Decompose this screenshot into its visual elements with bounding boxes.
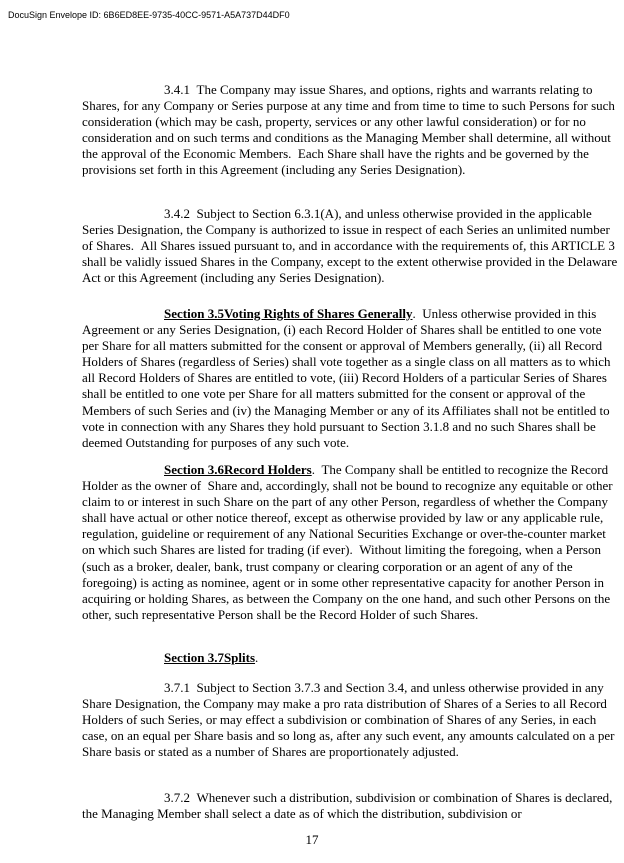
section-3-6-number: Section 3.6 — [164, 462, 224, 477]
page-number: 17 — [305, 832, 319, 847]
section-3-5-text: . Unless otherwise provided in this Agreement or any Series Designation, (i) each Record Holder of Shares shall be entitled to one vote per Share for all matters submitted for the consent or approval of Members generally, (ii) all Record Holders of Shares (regardless of Series) shall vote together as a single class on all matters as to which all Record Holders of Shares are entitled to vote, (iii) Record Holders of a particular Series of Shares shall be entitled to one vote per Share for all matters submitted for the consent or approval of the Members of such Series and (iv) the Managing Member or any of its Affiliates shall not be entitled to vote in connection with any Shares they hold pursuant to Section 3.1.8 and no such Shares shall be deemed Outstanding for purposes of any such vote. — [82, 306, 611, 450]
paragraph-3-4-2: 3.4.2 Subject to Section 6.3.1(A), and unless otherwise provided in the applicable Series Designation, the Company is authorized to issue in respect of each Series an unlimited number of Shares. All Shares issued pursuant to, and in accordance with the requirements of, this ARTICLE 3 shall be validly issued Shares in the Company, except to the extent otherwise provided in the Delaware Act or this Agreement (including any Series Designation). — [82, 206, 618, 286]
section-3-6-title: Record Holders — [223, 462, 312, 477]
section-3-5-number: Section 3.5 — [164, 306, 224, 321]
section-3-7-number: Section 3.7 — [164, 650, 224, 665]
paragraph-3-7-2: 3.7.2 Whenever such a distribution, subdivision or combination of Shares is declared, the Managing Member shall select a date as of which the distribution, subdivision or — [82, 790, 613, 822]
paragraph-3-4-1: 3.4.1 The Company may issue Shares, and options, rights and warrants relating to Shares, for any Company or Series purpose at any time and from time to time to such Persons for such consideration (which may be cash, property, services or any other lawful consideration) or for no consideration and on such terms and conditions as the Managing Member shall determine, all without the approval of the Economic Members. Each Share shall have the rights and be governed by the provisions set forth in this Agreement (including any Series Designation). — [82, 82, 615, 178]
docusign-envelope-id: DocuSign Envelope ID: 6B6ED8EE-9735-40CC-9571-A5A737D44DF0 — [8, 10, 290, 20]
section-3-7-heading — [82, 650, 620, 666]
section-3-7-title: Splits — [223, 650, 256, 665]
section-3-7-period: . — [255, 650, 259, 665]
section-3-5-title: Voting Rights of Shares Generally — [223, 306, 413, 321]
section-3-6 — [82, 462, 620, 623]
paragraph-3-7-1: 3.7.1 Subject to Section 3.7.3 and Section 3.4, and unless otherwise provided in any Share Designation, the Company may make a pro rata distribution of Shares of a Series to all Record Holders of such Series, or may effect a subdivision or combination of Shares of any Series, in each case, on an equal per Share basis and so long as, after any such event, any amounts calculated on a per Share basis or stated as a number of Shares are proportionately adjusted. — [82, 680, 615, 760]
section-3-5 — [82, 306, 620, 451]
section-3-6-text: . The Company shall be entitled to recognize the Record Holder as the owner of Share and, accordingly, shall not be bound to recognize any equitable or other claim to or interest in such Share on the part of any other Person, regardless of whether the Company shall have actual or other notice thereof, except as otherwise provided by law or any applicable rule, regulation, guideline or requirement of any National Securities Exchange or over-the-counter market on which such Shares are listed for trading (if ever). Without limiting the foregoing, when a Person (such as a broker, dealer, bank, trust company or clearing corporation or an agent of any of the foregoing) is acting as nominee, agent or in some other representative capacity for another Person in acquiring or holding Shares, as between the Company on the one hand, and such other Persons on the other, such representative Person shall be the Record Holder of such Shares. — [82, 462, 613, 622]
